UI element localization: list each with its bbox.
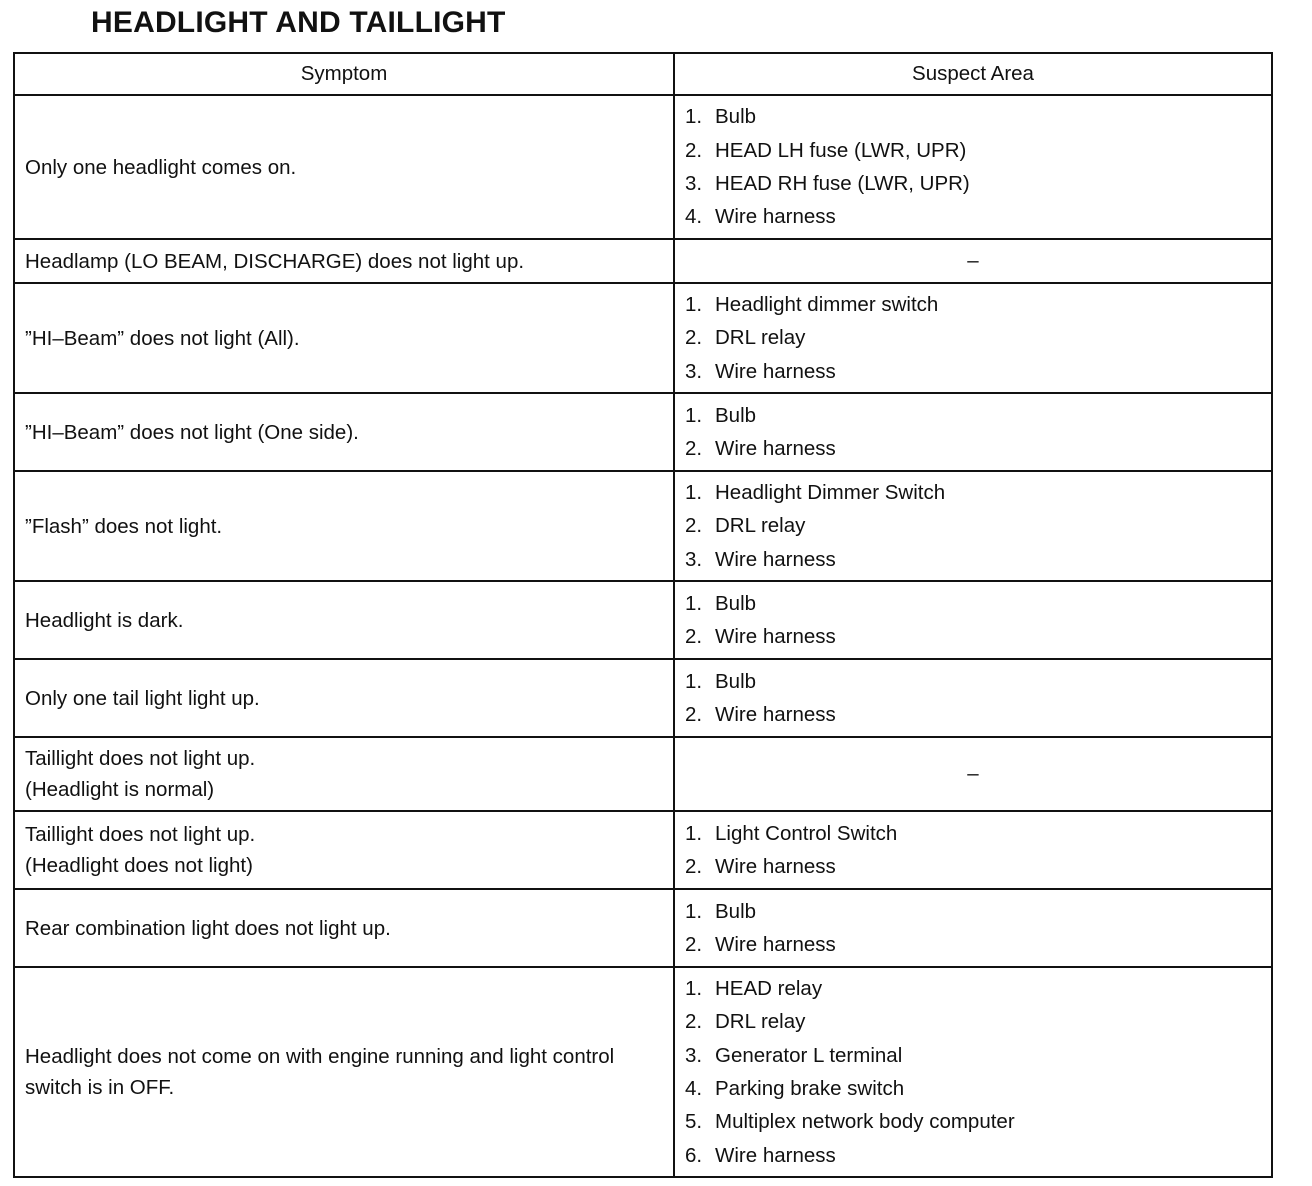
table-row (14, 239, 1272, 283)
symptom-cell (14, 581, 674, 659)
table-row (14, 95, 1272, 239)
symptom-text: Headlight does not come on with engine running and light control (25, 1045, 615, 1068)
suspect-item (685, 928, 1261, 961)
suspect-item-number: 2. (685, 138, 703, 162)
suspect-item-number: 1. (685, 977, 703, 1001)
symptom-cell (14, 889, 674, 967)
suspect-item-text: Wire harness (715, 1143, 836, 1167)
suspect-item (685, 432, 1261, 465)
suspect-area-cell (674, 283, 1272, 393)
table-row (14, 471, 1272, 581)
table-row (14, 393, 1272, 471)
table-row (14, 659, 1272, 737)
symptom-text: Only one headlight comes on. (25, 155, 297, 179)
table-row (14, 889, 1272, 967)
suspect-area-cell (674, 95, 1272, 239)
symptom-cell (14, 283, 674, 393)
suspect-area-cell (674, 471, 1272, 581)
suspect-item-number: 3. (685, 359, 703, 383)
suspect-item-text: Wire harness (715, 205, 836, 229)
suspect-item (685, 321, 1261, 354)
suspect-item (685, 167, 1261, 200)
page-title: HEADLIGHT AND TAILLIGHT (91, 6, 506, 39)
table-row (14, 737, 1272, 811)
suspect-item-text: Wire harness (715, 359, 836, 383)
symptom-text: Taillight does not light up. (25, 747, 256, 770)
suspect-item-text: Bulb (715, 669, 757, 693)
symptom-cell (14, 659, 674, 737)
suspect-item-text: Wire harness (715, 625, 836, 648)
symptom-cell (14, 967, 674, 1177)
symptom-cell (14, 239, 674, 283)
suspect-item-number: 6. (685, 1143, 703, 1167)
suspect-item-number: 1. (685, 821, 703, 845)
suspect-item-number: 3. (685, 547, 703, 571)
suspect-item (685, 972, 1261, 1005)
symptom-text: (Headlight is normal) (25, 778, 215, 801)
suspect-item-text: Headlight dimmer switch (715, 293, 939, 317)
suspect-item (685, 100, 1261, 133)
table-row (14, 581, 1272, 659)
suspect-item-text: HEAD RH fuse (LWR, UPR) (715, 172, 970, 195)
suspect-item (685, 288, 1261, 321)
symptom-text: Rear combination light does not light up. (25, 916, 391, 940)
suspect-area-cell (674, 659, 1272, 737)
suspect-area-cell (674, 811, 1272, 889)
suspect-item (685, 399, 1261, 432)
suspect-item-number: 2. (685, 514, 703, 538)
suspect-area-cell (674, 889, 1272, 967)
suspect-item-text: Wire harness (715, 547, 836, 571)
suspect-item (685, 200, 1261, 233)
suspect-area-cell (674, 239, 1272, 283)
symptom-text: Taillight does not light up. (25, 823, 256, 846)
symptom-cell (14, 737, 674, 811)
suspect-area-cell (674, 737, 1272, 811)
suspect-item-number: 2. (685, 933, 703, 956)
suspect-item (685, 1005, 1261, 1038)
suspect-item-number: 4. (685, 1077, 703, 1100)
suspect-item (685, 665, 1261, 698)
suspect-item-text: Bulb (715, 403, 757, 427)
suspect-item-number: 1. (685, 403, 703, 427)
header-symptom: Symptom (14, 53, 674, 95)
suspect-item (685, 850, 1261, 883)
suspect-item-number: 5. (685, 1110, 703, 1134)
suspect-item-number: 2. (685, 703, 703, 726)
symptom-text: (Headlight does not light) (25, 854, 253, 877)
table-header-row (14, 53, 1272, 95)
symptom-cell (14, 471, 674, 581)
suspect-item-text: Generator L terminal (715, 1043, 903, 1067)
symptom-cell (14, 811, 674, 889)
suspect-item (685, 817, 1261, 850)
suspect-item-number: 2. (685, 1010, 703, 1034)
symptom-text: switch is in OFF. (25, 1076, 175, 1099)
suspect-item-text: DRL relay (715, 514, 806, 538)
suspect-item (685, 476, 1261, 509)
suspect-item-text: Bulb (715, 899, 757, 923)
suspect-item-number: 2. (685, 625, 703, 648)
header-suspect-area: Suspect Area (674, 53, 1272, 95)
suspect-item-number: 2. (685, 855, 703, 878)
suspect-item (685, 620, 1261, 653)
table-row (14, 283, 1272, 393)
suspect-item-number: 3. (685, 172, 703, 195)
suspect-item-text: Headlight Dimmer Switch (715, 481, 946, 505)
suspect-item-text: HEAD LH fuse (LWR, UPR) (715, 138, 967, 162)
suspect-item-number: 4. (685, 205, 703, 229)
table-row (14, 811, 1272, 889)
suspect-item (685, 1105, 1261, 1138)
table-body (14, 95, 1272, 1177)
suspect-item-text: Multiplex network body computer (715, 1110, 1015, 1134)
suspect-item-number: 1. (685, 481, 703, 505)
symptom-cell (14, 95, 674, 239)
suspect-item (685, 698, 1261, 731)
suspect-item-number: 2. (685, 326, 703, 350)
suspect-item (685, 1039, 1261, 1072)
suspect-item-text: DRL relay (715, 326, 806, 350)
suspect-area-cell (674, 581, 1272, 659)
suspect-item (685, 543, 1261, 576)
suspect-item-number: 1. (685, 669, 703, 693)
symptom-text: Only one tail light light up. (25, 686, 260, 710)
suspect-item-text: Bulb (715, 591, 757, 615)
suspect-item-text: Light Control Switch (715, 821, 898, 845)
suspect-item-number: 3. (685, 1043, 703, 1067)
suspect-item (685, 509, 1261, 542)
suspect-item (685, 134, 1261, 167)
suspect-item (685, 355, 1261, 388)
symptom-text: Headlight is dark. (25, 608, 184, 632)
suspect-item-text: Wire harness (715, 933, 836, 956)
suspect-item (685, 1072, 1261, 1105)
not-applicable-dash: – (967, 762, 979, 785)
table-row (14, 967, 1272, 1177)
suspect-area-cell (674, 393, 1272, 471)
suspect-item-number: 1. (685, 899, 703, 923)
suspect-item-text: DRL relay (715, 1010, 806, 1034)
suspect-item-text: HEAD relay (715, 977, 823, 1001)
symptom-text: ”HI–Beam” does not light (All). (25, 326, 300, 350)
suspect-item-number: 1. (685, 293, 703, 317)
suspect-item (685, 587, 1261, 620)
suspect-item (685, 895, 1261, 928)
suspect-item-number: 2. (685, 437, 703, 460)
suspect-area-cell (674, 967, 1272, 1177)
suspect-item-number: 1. (685, 591, 703, 615)
symptom-cell (14, 393, 674, 471)
symptom-table (13, 52, 1273, 1178)
not-applicable-dash: – (967, 249, 979, 272)
suspect-item-text: Wire harness (715, 703, 836, 726)
suspect-item (685, 1139, 1261, 1172)
symptom-text: ”Flash” does not light. (25, 514, 223, 538)
suspect-item-text: Parking brake switch (715, 1077, 905, 1100)
suspect-item-text: Wire harness (715, 437, 836, 460)
suspect-item-number: 1. (685, 105, 703, 129)
suspect-item-text: Wire harness (715, 855, 836, 878)
suspect-item-text: Bulb (715, 105, 757, 129)
symptom-text: Headlamp (LO BEAM, DISCHARGE) does not light up. (25, 249, 525, 273)
symptom-text: ”HI–Beam” does not light (One side). (25, 420, 359, 444)
